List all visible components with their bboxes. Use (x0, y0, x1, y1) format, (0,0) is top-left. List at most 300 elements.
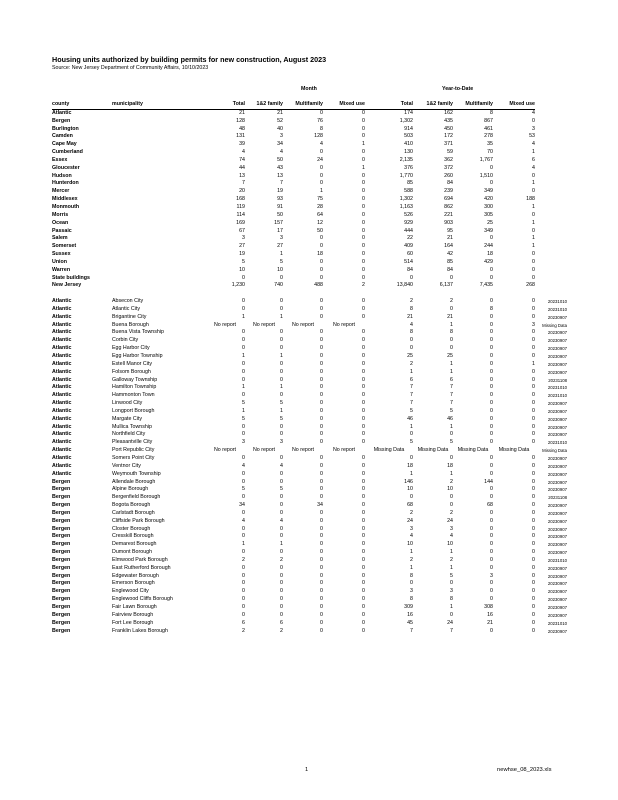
cell-ytd-total: 7 (410, 392, 413, 399)
cell-code: 20230907 (547, 597, 567, 603)
cell-ytd-total: 1,302 (399, 117, 413, 124)
cell-ytd-1-2-family: Missing Data (417, 447, 449, 454)
cell-county: Bergen (52, 604, 71, 610)
cell-month-multifamily: 8 (320, 125, 323, 132)
cell-month-total: 10 (239, 266, 245, 273)
cell-ytd-mixed-use: 4 (532, 109, 535, 116)
municipality-row (52, 408, 567, 416)
cell-month-1-2-family: 0 (280, 345, 283, 352)
cell-month-total: 1 (242, 384, 245, 391)
cell-month-mixed-use: 0 (362, 462, 365, 469)
cell-ytd-multifamily: 349 (484, 188, 493, 195)
cell-municipality (112, 235, 205, 243)
cell-month-total: 0 (242, 274, 245, 281)
cell-ytd-mixed-use: 0 (532, 596, 535, 603)
cell-month-total: 13 (239, 172, 245, 179)
county-summary-row (52, 275, 567, 283)
cell-ytd-1-2-family: 0 (450, 494, 453, 501)
cell-month-mixed-use: 0 (362, 368, 365, 375)
cell-code: 20230907 (547, 369, 567, 375)
cell-month-1-2-family: 4 (280, 517, 283, 524)
cell-county: Cumberland (52, 149, 83, 156)
municipality-row (52, 314, 567, 322)
cell-month-total: 2 (242, 627, 245, 634)
cell-month-total: 67 (239, 227, 245, 234)
cell-ytd-1-2-family: 84 (447, 266, 453, 273)
cell-month-multifamily: 0 (320, 180, 323, 187)
cell-municipality: Hammonton Town (112, 392, 155, 399)
cell-ytd-total: 10 (407, 541, 413, 548)
report-source: Source: New Jersey Department of Community Affairs, 10/10/2023 (52, 65, 209, 71)
municipality-row (52, 620, 567, 628)
cell-month-multifamily: 0 (320, 109, 323, 116)
cell-ytd-mixed-use: 0 (532, 439, 535, 446)
cell-month-multifamily: 28 (317, 203, 323, 210)
cell-ytd-total: 503 (404, 133, 413, 140)
cell-month-total: 74 (239, 156, 245, 163)
cell-ytd-multifamily: 461 (484, 125, 493, 132)
cell-municipality: East Rutherford Borough (112, 564, 171, 571)
municipality-row (52, 463, 567, 471)
cell-ytd-1-2-family: 2 (450, 556, 453, 563)
cell-municipality: Galloway Township (112, 376, 158, 383)
cell-month-mixed-use: 0 (362, 329, 365, 336)
cell-month-mixed-use: 0 (362, 172, 365, 179)
cell-ytd-1-2-family: 221 (444, 211, 453, 218)
municipality-row (52, 439, 567, 447)
cell-ytd-1-2-family: 0 (450, 345, 453, 352)
cell-ytd-multifamily: Missing Data (457, 447, 489, 454)
cell-ytd-1-2-family: 903 (444, 219, 453, 226)
cell-month-mixed-use: 0 (362, 549, 365, 556)
cell-month-mixed-use: 2 (362, 282, 365, 289)
group-header-month: Month (301, 86, 317, 92)
cell-ytd-mixed-use: 0 (532, 611, 535, 618)
cell-ytd-multifamily: 0 (490, 313, 493, 320)
cell-month-total: 1 (242, 353, 245, 359)
cell-municipality: Atlantic City (112, 305, 140, 312)
cell-ytd-multifamily: 0 (490, 423, 493, 430)
cell-ytd-multifamily: 420 (484, 196, 493, 203)
cell-month-mixed-use: 0 (362, 517, 365, 524)
cell-county: Monmouth (52, 203, 80, 210)
cell-county: Atlantic (52, 313, 72, 320)
cell-code: 20230907 (547, 424, 567, 430)
cell-code: 20231010 (547, 393, 567, 399)
cell-ytd-multifamily: 867 (484, 117, 493, 124)
cell-county: Atlantic (52, 407, 72, 414)
cell-month-1-2-family: No report (252, 447, 276, 454)
cell-month-total: 3 (242, 235, 245, 242)
county-summary-row (52, 118, 567, 126)
cell-ytd-1-2-family: 7 (450, 627, 453, 634)
cell-ytd-total: 376 (404, 164, 413, 171)
cell-ytd-1-2-family: 24 (447, 619, 453, 626)
cell-ytd-1-2-family: 1 (450, 549, 453, 556)
cell-month-1-2-family: 13 (277, 172, 283, 179)
cell-ytd-total: 0 (410, 494, 413, 501)
county-summary-row (52, 212, 567, 220)
cell-municipality: Franklin Lakes Borough (112, 627, 168, 634)
cell-ytd-multifamily: 18 (487, 251, 493, 258)
cell-ytd-total: 146 (404, 478, 413, 485)
cell-county: Hunterdon (52, 180, 79, 187)
cell-code: 20231108 (548, 377, 567, 383)
county-summary-row (52, 133, 567, 141)
cell-month-1-2-family: 5 (280, 486, 283, 493)
cell-ytd-total: 1,163 (399, 203, 413, 210)
cell-month-mixed-use: 0 (362, 180, 365, 187)
cell-ytd-1-2-family: 362 (444, 156, 453, 163)
cell-county: Bergen (52, 502, 71, 509)
cell-month-multifamily: 0 (320, 376, 323, 383)
cell-municipality: Corbin City (112, 337, 139, 344)
municipality-row (52, 533, 567, 541)
cell-month-1-2-family: 21 (277, 109, 283, 116)
county-summary-row (52, 126, 567, 134)
cell-month-total: 0 (242, 564, 245, 571)
cell-ytd-multifamily: 0 (490, 439, 493, 446)
cell-county: Burlington (52, 125, 79, 132)
col-county: county (52, 101, 112, 109)
cell-month-total: 0 (242, 572, 245, 579)
cell-month-mixed-use: 0 (362, 439, 365, 446)
cell-county: Gloucester (52, 164, 80, 171)
cell-ytd-mixed-use: 0 (532, 588, 535, 595)
cell-ytd-total: 309 (404, 604, 413, 610)
cell-ytd-total: 514 (404, 258, 413, 265)
cell-code: 20231010 (547, 385, 567, 391)
cell-month-mixed-use: 0 (362, 611, 365, 618)
municipality-row (52, 565, 567, 573)
cell-month-1-2-family: 0 (280, 376, 283, 383)
cell-code: 20230907 (547, 401, 567, 407)
cell-county: Essex (52, 156, 68, 163)
cell-month-mixed-use: 0 (362, 502, 365, 509)
cell-month-total: 6 (242, 619, 245, 626)
cell-month-1-2-family: 1 (280, 541, 283, 548)
cell-code: Missing Data (542, 448, 567, 454)
county-summary-row (52, 282, 567, 290)
cell-month-1-2-family: No report (252, 321, 276, 328)
cell-ytd-1-2-family: 7 (450, 384, 453, 391)
cell-month-mixed-use: 0 (362, 384, 365, 391)
cell-month-total: 0 (242, 337, 245, 344)
cell-month-mixed-use: 0 (362, 149, 365, 156)
cell-month-1-2-family: 0 (280, 580, 283, 587)
cell-month-total: 0 (242, 329, 245, 336)
cell-month-multifamily: 0 (320, 580, 323, 587)
cell-month-1-2-family: 0 (280, 604, 283, 610)
cell-ytd-multifamily: 0 (490, 431, 493, 438)
cell-month-1-2-family: 0 (280, 564, 283, 571)
cell-ytd-mixed-use: 0 (532, 525, 535, 532)
cell-ytd-mixed-use: 0 (532, 345, 535, 352)
cell-month-multifamily: 0 (320, 611, 323, 618)
cell-ytd-mixed-use: 0 (532, 462, 535, 469)
cell-county: Somerset (52, 243, 77, 250)
county-summary-row (52, 180, 567, 188)
cell-ytd-mixed-use: 0 (532, 251, 535, 258)
cell-county: Cape May (52, 141, 77, 148)
cell-month-mixed-use: 0 (362, 353, 365, 359)
cell-municipality: Cliffside Park Borough (112, 517, 165, 524)
cell-month-total: 0 (242, 454, 245, 461)
cell-month-1-2-family: 0 (280, 588, 283, 595)
cell-municipality: Emerson Borough (112, 580, 155, 587)
cell-ytd-multifamily: 0 (490, 556, 493, 563)
cell-municipality: Englewood City (112, 588, 149, 595)
cell-month-1-2-family: 1 (280, 384, 283, 391)
cell-ytd-multifamily: 0 (490, 486, 493, 493)
cell-month-1-2-family: 0 (280, 502, 283, 509)
cell-ytd-total: 2 (410, 360, 413, 367)
cell-ytd-total: 21 (407, 313, 413, 320)
cell-ytd-mixed-use: 0 (532, 305, 535, 312)
cell-ytd-multifamily: 8 (490, 109, 493, 116)
municipality-row (52, 455, 567, 463)
cell-county: Atlantic (52, 439, 72, 446)
col-month-total: Total (205, 101, 245, 109)
cell-ytd-1-2-family: 372 (444, 164, 453, 171)
cell-month-multifamily: 0 (320, 368, 323, 375)
cell-month-multifamily: 0 (320, 243, 323, 250)
cell-county: Union (52, 258, 68, 265)
municipality-row (52, 471, 567, 479)
cell-month-1-2-family: 1 (280, 313, 283, 320)
cell-ytd-mixed-use: 0 (532, 353, 535, 359)
cell-month-multifamily: 0 (320, 454, 323, 461)
cell-municipality: Closter Borough (112, 525, 151, 532)
cell-month-multifamily: 0 (320, 360, 323, 367)
cell-ytd-mixed-use: 0 (532, 564, 535, 571)
cell-ytd-1-2-family: 260 (444, 172, 453, 179)
cell-ytd-multifamily: 0 (490, 266, 493, 273)
cell-ytd-mixed-use: 0 (532, 431, 535, 438)
cell-month-total: 0 (242, 345, 245, 352)
municipality-row (52, 612, 567, 620)
municipality-row (52, 494, 567, 502)
cell-ytd-total: 914 (404, 125, 413, 132)
cell-month-1-2-family: 2 (280, 556, 283, 563)
cell-ytd-multifamily: 1,767 (479, 156, 493, 163)
cell-ytd-1-2-family: 24 (447, 517, 453, 524)
cell-month-total: 0 (242, 494, 245, 501)
cell-ytd-multifamily: 0 (490, 274, 493, 281)
cell-month-total: 0 (242, 580, 245, 587)
cell-ytd-multifamily: 0 (490, 321, 493, 328)
cell-county: Bergen (52, 517, 71, 524)
cell-county: Passaic (52, 227, 72, 234)
cell-county: Bergen (52, 541, 71, 548)
cell-month-multifamily: 0 (320, 619, 323, 626)
cell-month-1-2-family: 0 (280, 274, 283, 281)
cell-ytd-total: 2 (410, 556, 413, 563)
cell-municipality (112, 188, 205, 196)
cell-municipality (112, 165, 205, 173)
cell-ytd-multifamily: 0 (490, 470, 493, 477)
cell-ytd-multifamily: 0 (490, 588, 493, 595)
cell-month-multifamily: No report (291, 321, 315, 328)
county-summary-row (52, 228, 567, 236)
cell-municipality: Allendale Borough (112, 478, 156, 485)
cell-ytd-total: 1,770 (399, 172, 413, 179)
municipality-row (52, 400, 567, 408)
cell-code: 20230907 (547, 338, 567, 344)
county-summary-row (52, 204, 567, 212)
county-summary-row (52, 220, 567, 228)
municipality-row (52, 604, 567, 612)
cell-ytd-multifamily: 3 (490, 572, 493, 579)
cell-code: 20231010 (547, 299, 567, 305)
cell-code: 20231108 (548, 495, 567, 501)
cell-ytd-mixed-use: 0 (532, 517, 535, 524)
cell-month-total: 0 (242, 431, 245, 438)
cell-municipality: Cresskill Borough (112, 533, 154, 540)
cell-month-mixed-use: 0 (362, 203, 365, 210)
cell-month-multifamily: 0 (320, 305, 323, 312)
cell-code: 20230907 (547, 628, 567, 634)
cell-ytd-multifamily: 0 (490, 164, 493, 171)
cell-municipality (112, 251, 205, 259)
cell-municipality (112, 149, 205, 157)
cell-ytd-total: 18 (407, 462, 413, 469)
cell-ytd-multifamily: 244 (484, 243, 493, 250)
cell-month-multifamily: 0 (320, 274, 323, 281)
cell-ytd-total: 409 (404, 243, 413, 250)
cell-ytd-1-2-family: 95 (447, 227, 453, 234)
cell-county: Atlantic (52, 423, 72, 430)
cell-month-mixed-use: 0 (362, 486, 365, 493)
cell-county: Camden (52, 133, 73, 140)
cell-month-1-2-family: 5 (280, 258, 283, 265)
cell-ytd-mixed-use: 0 (532, 400, 535, 407)
cell-ytd-1-2-family: 2 (450, 478, 453, 485)
cell-ytd-mixed-use: 0 (532, 486, 535, 493)
cell-ytd-multifamily: 0 (490, 235, 493, 242)
cell-ytd-multifamily: 70 (487, 149, 493, 156)
cell-ytd-mixed-use: 0 (532, 211, 535, 218)
cell-ytd-total: 1 (410, 470, 413, 477)
cell-ytd-multifamily: 0 (490, 580, 493, 587)
spacer-row (52, 290, 567, 298)
cell-ytd-total: 0 (410, 274, 413, 281)
cell-ytd-multifamily: 68 (487, 502, 493, 509)
cell-month-multifamily: 0 (320, 478, 323, 485)
cell-month-mixed-use: 0 (362, 305, 365, 312)
cell-month-total: 44 (239, 164, 245, 171)
cell-ytd-1-2-family: 42 (447, 251, 453, 258)
cell-county: Bergen (52, 486, 71, 493)
cell-code: 20230907 (547, 432, 567, 438)
cell-ytd-mixed-use: 1 (532, 243, 535, 250)
cell-month-mixed-use: 0 (362, 243, 365, 250)
cell-ytd-1-2-family: 0 (450, 274, 453, 281)
permits-table (52, 101, 567, 635)
cell-ytd-total: 7 (410, 627, 413, 634)
cell-code: 20230907 (547, 581, 567, 587)
cell-municipality (112, 282, 205, 290)
cell-ytd-1-2-family: 164 (444, 243, 453, 250)
cell-month-mixed-use: 0 (362, 251, 365, 258)
cell-month-mixed-use: 0 (362, 400, 365, 407)
cell-month-1-2-family: 0 (280, 478, 283, 485)
cell-month-mixed-use: 0 (362, 415, 365, 422)
cell-month-multifamily: 0 (320, 572, 323, 579)
cell-code: 20231010 (547, 557, 567, 563)
cell-ytd-mixed-use: 0 (532, 423, 535, 430)
county-summary-row (52, 109, 567, 117)
cell-month-1-2-family: 0 (280, 470, 283, 477)
cell-month-multifamily: 0 (320, 541, 323, 548)
cell-month-total: 5 (242, 400, 245, 407)
cell-month-multifamily: 0 (320, 313, 323, 320)
cell-month-multifamily: 0 (320, 172, 323, 179)
cell-municipality: Weymouth Township (112, 470, 161, 477)
cell-ytd-1-2-family: 1 (450, 360, 453, 367)
cell-month-1-2-family: 43 (277, 164, 283, 171)
cell-code: 20230907 (547, 314, 567, 320)
cell-month-mixed-use: 0 (362, 337, 365, 344)
cell-municipality: Bergenfield Borough (112, 494, 161, 501)
cell-month-mixed-use: 0 (362, 258, 365, 265)
cell-county: Hudson (52, 172, 72, 179)
cell-ytd-mixed-use: 4 (532, 164, 535, 171)
cell-month-multifamily: 128 (314, 133, 323, 140)
cell-month-total: 168 (236, 196, 245, 203)
cell-month-multifamily: 0 (320, 462, 323, 469)
cell-county: Bergen (52, 525, 71, 532)
cell-municipality (112, 126, 205, 134)
cell-month-multifamily: 0 (320, 470, 323, 477)
col-ytd-1-2-family: 1&2 family (413, 101, 453, 109)
cell-ytd-multifamily: 8 (490, 305, 493, 312)
cell-municipality (112, 118, 205, 126)
cell-ytd-1-2-family: 239 (444, 188, 453, 195)
cell-code: 20230907 (547, 518, 567, 524)
cell-ytd-mixed-use: 0 (532, 274, 535, 281)
cell-ytd-multifamily: 278 (484, 133, 493, 140)
cell-ytd-multifamily: 0 (490, 392, 493, 399)
cell-month-total: 5 (242, 258, 245, 265)
county-summary-body (52, 109, 567, 290)
municipality-row (52, 353, 567, 361)
cell-month-mixed-use: 0 (362, 227, 365, 234)
cell-month-multifamily: 0 (320, 525, 323, 532)
cell-county: Bergen (52, 478, 71, 485)
cell-ytd-total: 0 (410, 337, 413, 344)
cell-code: 20230907 (547, 408, 567, 414)
cell-month-total: 0 (242, 611, 245, 618)
municipality-row (52, 479, 567, 487)
cell-ytd-total: 6 (410, 376, 413, 383)
cell-month-1-2-family: 19 (277, 188, 283, 195)
cell-ytd-multifamily: 0 (490, 329, 493, 336)
cell-ytd-multifamily: 0 (490, 368, 493, 375)
cell-ytd-multifamily: 0 (490, 353, 493, 359)
cell-municipality (112, 212, 205, 220)
report-title: Housing units authorized by building permits for new construction, August 2023 (52, 55, 327, 64)
cell-ytd-multifamily: 0 (490, 627, 493, 634)
cell-municipality: Port Republic City (112, 447, 155, 454)
cell-municipality: Buena Vista Township (112, 329, 164, 336)
cell-ytd-total: 2 (410, 298, 413, 305)
cell-month-1-2-family: 7 (280, 180, 283, 187)
cell-municipality: Fort Lee Borough (112, 619, 154, 626)
cell-ytd-mixed-use: 0 (532, 384, 535, 391)
cell-month-mixed-use: 0 (362, 596, 365, 603)
cell-ytd-1-2-family: 450 (444, 125, 453, 132)
